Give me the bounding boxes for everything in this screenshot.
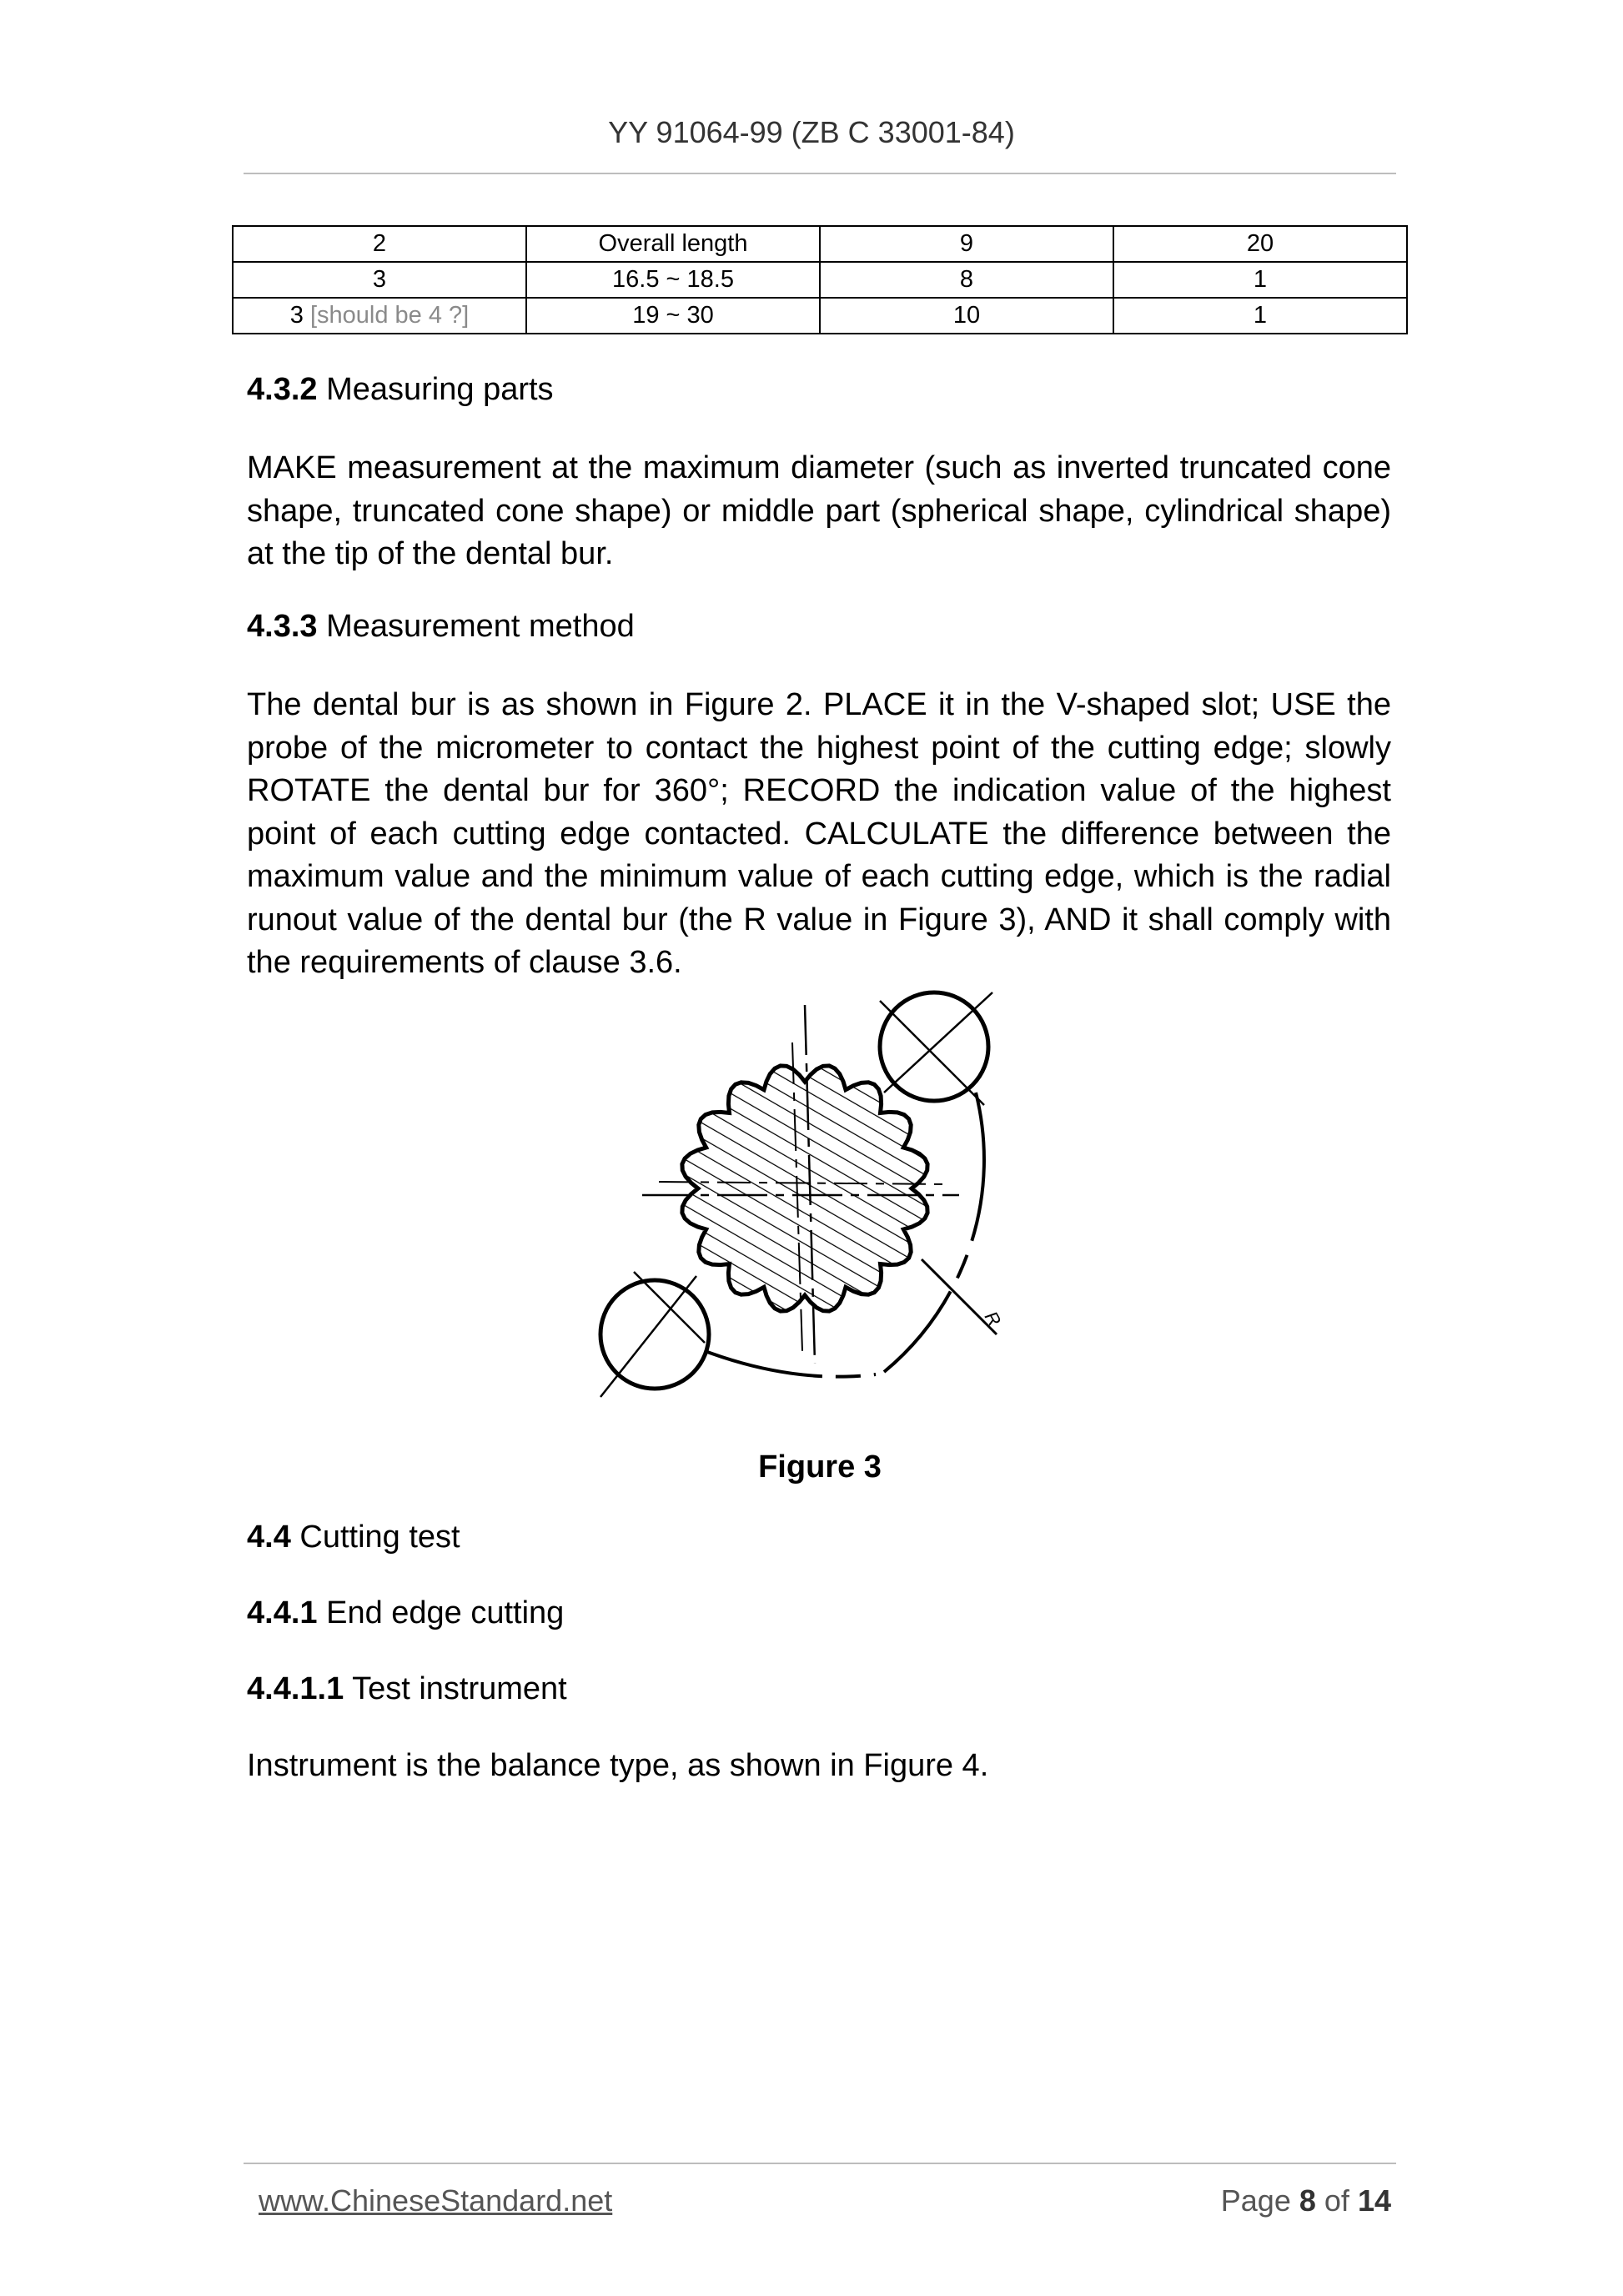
table-cell: 16.5 ~ 18.5	[526, 262, 820, 298]
editor-note: [should be 4 ?]	[309, 302, 470, 329]
table-cell: 8	[820, 262, 1113, 298]
section-number: 4.4.1.1	[247, 1671, 344, 1706]
table-cell: 20	[1113, 226, 1407, 262]
probe-circle-top	[880, 992, 992, 1105]
section-heading-4-4	[247, 1520, 460, 1555]
figure-caption: Figure 3	[758, 1449, 882, 1485]
section-title: Test instrument	[352, 1671, 567, 1706]
probe-circle-bottom	[600, 1272, 709, 1397]
section-title: Measuring parts	[326, 372, 554, 407]
section-heading-4-3-2	[247, 372, 554, 408]
section-number: 4.4	[247, 1520, 291, 1555]
header-divider	[244, 173, 1396, 174]
paragraph-test-instrument: Instrument is the balance type, as shown in Figure 4.	[247, 1748, 989, 1783]
section-title: Cutting test	[299, 1520, 460, 1555]
section-heading-4-4-1	[247, 1595, 564, 1631]
table-row	[233, 262, 1407, 298]
bur-cross-section	[682, 1066, 927, 1311]
runout-arc-lower	[701, 1349, 876, 1377]
figure-3	[567, 984, 1034, 1418]
footer-divider	[244, 2163, 1396, 2164]
r-label: R	[980, 1308, 1006, 1330]
section-title: End edge cutting	[326, 1595, 565, 1630]
paragraph-measuring-parts: MAKE measurement at the maximum diameter (such as inverted truncated cone shape, truncated cone shape) or middle part (spherical shape, cylindrical shape) at the tip of the dental bur.	[247, 450, 1391, 571]
section-number: 4.3.2	[247, 372, 318, 407]
section-heading-4-3-3	[247, 609, 635, 645]
table-cell: Overall length	[526, 226, 820, 262]
table-row	[233, 298, 1407, 334]
table-cell: 2	[233, 226, 526, 262]
table-cell: 3 [should be 4 ?]	[233, 298, 526, 334]
table-cell: 1	[1113, 298, 1407, 334]
radial-runout-diagram	[567, 984, 1034, 1418]
data-table	[232, 225, 1408, 334]
table-cell: 1	[1113, 262, 1407, 298]
section-heading-4-4-1-1	[247, 1671, 567, 1707]
section-number: 4.4.1	[247, 1595, 318, 1630]
table-cell: 3	[233, 262, 526, 298]
page-number: Page 8 of 14	[1220, 2183, 1391, 2218]
page-header: YY 91064-99 (ZB C 33001-84)	[608, 115, 1015, 149]
section-number: 4.3.3	[247, 609, 318, 644]
table-cell: 9	[820, 226, 1113, 262]
table-row	[233, 226, 1407, 262]
table-cell: 10	[820, 298, 1113, 334]
section-title: Measurement method	[326, 609, 635, 644]
website-link[interactable]: www.ChineseStandard.net	[259, 2183, 613, 2218]
paragraph-measurement-method: The dental bur is as shown in Figure 2. PLACE it in the V-shaped slot; USE the probe of the micrometer to contact the highest point of the cutting edge; slowly ROTATE the dental bur for 360°; RECORD the indication value of the highest point of each cutting edge contacted. CALCULATE the difference between the maximum value and the minimum value of each cutting edge, which is the radial runout value of the dental bur (the R value in Figure 3), AND it shall comply with the requirements of clause 3.6.	[247, 687, 1391, 980]
table-cell: 19 ~ 30	[526, 298, 820, 334]
